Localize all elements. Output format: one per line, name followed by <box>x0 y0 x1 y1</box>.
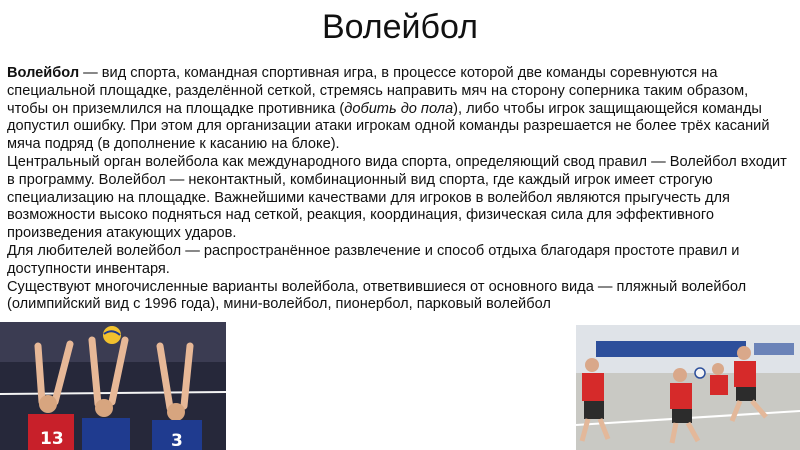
paragraph-amateurs: Для любителей волейбол — распространённое развлечение и способ отдыха благодаря простоте правил и доступности инвентаря. <box>7 242 740 277</box>
paragraph-organization: Центральный орган волейбола как международного вида спорта, определяющий свод правил — Волейбол входит в программу. Волейбол — неконтактный, комбинационный вид спорта, где каждый игрок имеет строгую специализацию на площадке. Важнейшими качествами для игроков в волейбол являются прыгучесть для возможности высоко подняться над сеткой, реакция, координация, физическая сила для эффективного произведения атакующих ударов. <box>7 153 787 242</box>
slide-title: Волейбол <box>321 8 479 46</box>
term-bold: Волейбол <box>7 65 80 81</box>
italic-phrase: добить до пола <box>344 100 454 117</box>
jersey-number-3: 3 <box>171 431 183 450</box>
paragraph-variants: Существуют многочисленные варианты волейбола, ответвившиеся от основного вида — пляжный волейбол (олимпийский вид с 1996 года), мини-волейбол, пионербол, парковый волейбол <box>7 278 747 313</box>
jersey-number-13: 13 <box>40 429 64 449</box>
volleyball-training-photo <box>576 325 800 450</box>
article-body <box>7 65 792 314</box>
paragraph-definition: Волейбол — вид спорта, командная спортивная игра, в процессе которой две команды соревнуются на специальной площадке, разделённой сеткой, стремясь направить мяч на сторону соперника таким образом, чтобы он приземлился на площадке противника (добить до пола), либо чтобы игрок защищающейся команды допустил ошибку. При этом для организации атаки игрокам одной команды разрешается не более трёх касаний мяча подряд (в дополнение к касанию на блоке). <box>7 65 770 153</box>
volleyball-block-photo <box>0 322 226 450</box>
